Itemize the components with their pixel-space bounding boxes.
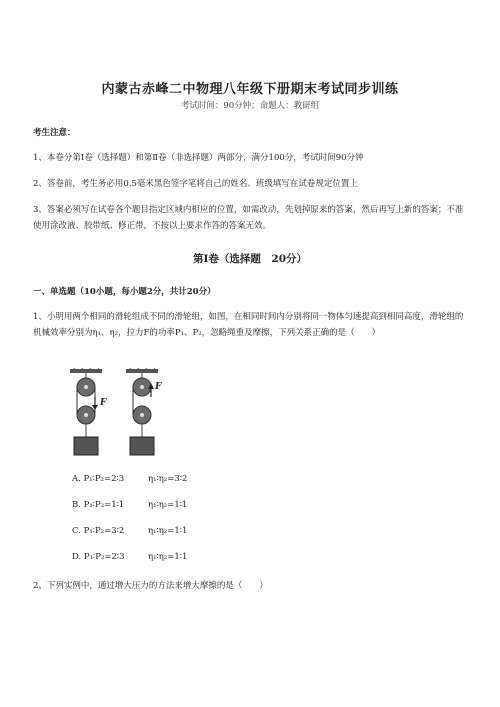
option-b-efficiency: η₁∶η₂=1∶1 xyxy=(148,500,188,510)
option-b-power: P₁∶P₂=1∶1 xyxy=(83,500,125,510)
option-d-power: P₁∶P₂=2∶3 xyxy=(83,552,125,562)
force-label-2: F xyxy=(155,382,162,392)
option-c-power: P₁∶P₂=3∶2 xyxy=(83,526,125,536)
notice-item-2: 2、答卷前，考生务必用0.5毫米黑色签字笔将自己的姓名、班级填写在试卷规定位置上 xyxy=(33,179,358,189)
option-d-efficiency: η₁∶η₂=1∶1 xyxy=(148,552,188,562)
option-d-letter: D. xyxy=(72,552,82,562)
notice-heading: 考生注意： xyxy=(33,128,76,138)
option-c[interactable] xyxy=(72,526,188,536)
notice-item-3: 3、答案必须写在试卷各个题目指定区域内相应的位置，如需改动，先划掉原来的答案，然后再写上新的答案；不准使用涂改液、胶带纸、修正带，不按以上要求作答的答案无效。 xyxy=(33,205,464,231)
pulley-system-2 xyxy=(126,368,162,455)
part-heading: 一、单选题（10小题，每小题2分，共计20分） xyxy=(33,287,216,297)
option-a-letter: A. xyxy=(72,474,81,484)
exam-subtitle: 考试时间：90分钟；命题人：教研组 xyxy=(180,101,320,111)
exam-title: 内蒙古赤峰二中物理八年级下册期末考试同步训练 xyxy=(101,82,399,97)
option-a[interactable] xyxy=(72,474,188,484)
option-d[interactable] xyxy=(72,552,188,562)
pulley-figure xyxy=(62,367,172,465)
force-label-1: F xyxy=(100,398,107,408)
pulley-system-1 xyxy=(70,368,107,455)
option-b[interactable] xyxy=(72,500,188,510)
option-a-efficiency: η₁∶η₂=3∶2 xyxy=(148,474,188,484)
question-1-text: 1、小明用两个相同的滑轮组成不同的滑轮组，如图，在相同时间内分别将同一物体匀速提高到相同高度，滑轮组的机械效率分别为η₁、η₂，拉力F的功率P₁、P₂，忽略绳重及摩擦，下列关系正确的是（ ） xyxy=(33,312,464,338)
notice-item-1: 1、本卷分第Ⅰ卷（选择题）和第Ⅱ卷（非选择题）两部分，满分100分，考试时间90分钟 xyxy=(33,153,364,163)
section-title: 第Ⅰ卷（选择题 20分） xyxy=(192,253,308,265)
option-c-efficiency: η₁∶η₂=1∶1 xyxy=(148,526,188,536)
option-a-power: P₁∶P₂=2∶3 xyxy=(83,474,125,484)
question-2-text: 2、下列实例中，通过增大压力的方法来增大摩擦的是（ ） xyxy=(33,581,268,591)
option-c-letter: C. xyxy=(72,526,81,536)
option-b-letter: B. xyxy=(72,500,81,510)
